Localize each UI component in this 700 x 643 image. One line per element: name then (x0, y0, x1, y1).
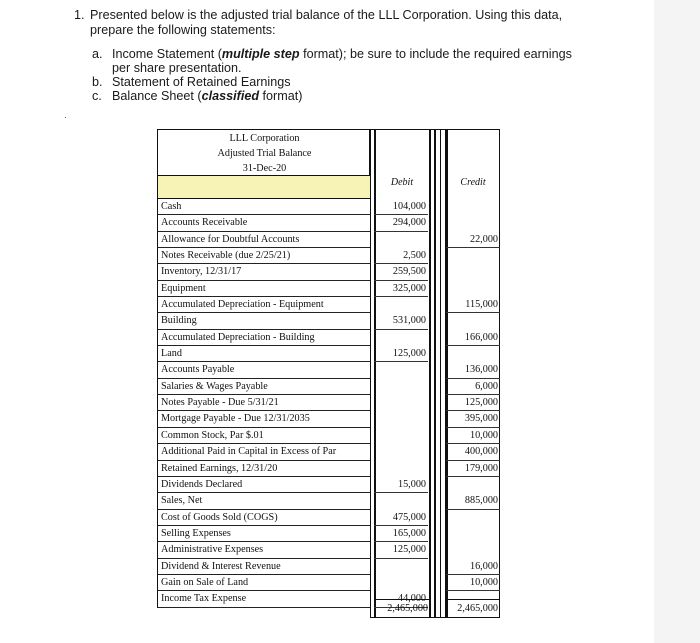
account-name: Accumulated Depreciation - Building (157, 330, 370, 346)
table-row (157, 559, 500, 575)
trial-balance-sheet (157, 129, 500, 618)
requirement-item (92, 75, 592, 89)
credit-amount (446, 215, 500, 231)
account-name: Gain on Sale of Land (157, 575, 370, 591)
table-row (157, 248, 500, 264)
table-row (157, 542, 500, 558)
credit-amount (446, 346, 500, 362)
credit-amount: 125,000 (446, 395, 500, 411)
credit-header: Credit (460, 177, 486, 188)
credit-amount (446, 281, 500, 297)
debit-amount (374, 428, 428, 444)
account-name: Accounts Receivable (157, 215, 370, 231)
table-row (157, 199, 500, 215)
requirement-list (92, 47, 592, 103)
credit-amount (446, 248, 500, 264)
credit-amount: 179,000 (446, 461, 500, 477)
credit-amount (446, 264, 500, 280)
table-row (157, 281, 500, 297)
debit-amount: 2,500 (374, 248, 428, 264)
question-text: Presented below is the adjusted trial balance of the LLL Corporation. Using this data, prepare the following statements: (90, 8, 563, 37)
requirement-letter: b. (92, 75, 103, 89)
requirement-letter: a. (92, 47, 103, 61)
report-title: Adjusted Trial Balance (217, 148, 312, 159)
debit-amount (374, 297, 428, 313)
credit-amount: 115,000 (446, 297, 500, 313)
debit-amount: 531,000 (374, 313, 428, 329)
debit-amount (374, 575, 428, 591)
debit-amount: 259,500 (374, 264, 428, 280)
total-debit: 2,465,000 (374, 599, 430, 618)
stray-mark: . (64, 110, 67, 121)
requirement-emphasis: multiple step (221, 47, 300, 61)
table-row (157, 477, 500, 493)
table-row (157, 444, 500, 460)
debit-amount: 475,000 (374, 510, 428, 526)
debit-amount (374, 559, 428, 575)
account-name: Sales, Net (157, 493, 370, 509)
account-name: Additional Paid in Capital in Excess of Par (157, 444, 370, 460)
account-rows (157, 199, 500, 608)
account-name: Salaries & Wages Payable (157, 379, 370, 395)
account-name: Equipment (157, 281, 370, 297)
debit-amount: 125,000 (374, 542, 428, 558)
account-name: Income Tax Expense (157, 591, 370, 607)
credit-amount (446, 510, 500, 526)
account-name: Cash (157, 199, 370, 215)
account-name: Selling Expenses (157, 526, 370, 542)
account-name: Building (157, 313, 370, 329)
debit-amount (374, 493, 428, 509)
credit-amount: 10,000 (446, 428, 500, 444)
account-name: Retained Earnings, 12/31/20 (157, 461, 370, 477)
trial-balance-header (157, 129, 370, 175)
account-name: Mortgage Payable - Due 12/31/2035 (157, 411, 370, 427)
account-name: Accumulated Depreciation - Equipment (157, 297, 370, 313)
total-credit: 2,465,000 (446, 599, 500, 618)
header-highlight (157, 175, 370, 199)
requirement-text: Income Statement ( (112, 47, 222, 61)
requirement-emphasis: classified (201, 89, 260, 103)
account-name: Land (157, 346, 370, 362)
credit-amount: 10,000 (446, 575, 500, 591)
table-row (157, 362, 500, 378)
requirement-text: Statement of Retained Earnings (112, 75, 291, 89)
credit-amount (446, 526, 500, 542)
table-row (157, 493, 500, 509)
debit-amount: 44,000 (374, 591, 428, 607)
debit-amount: 294,000 (374, 215, 428, 231)
company-name: LLL Corporation (229, 133, 300, 144)
requirement-text: Balance Sheet ( (112, 89, 202, 103)
debit-amount: 165,000 (374, 526, 428, 542)
credit-amount: 136,000 (446, 362, 500, 378)
account-name: Inventory, 12/31/17 (157, 264, 370, 280)
credit-amount (446, 542, 500, 558)
account-name: Accounts Payable (157, 362, 370, 378)
account-name: Dividend & Interest Revenue (157, 559, 370, 575)
debit-amount (374, 411, 428, 427)
page-margin-strip (654, 0, 700, 643)
debit-amount: 125,000 (374, 346, 428, 362)
table-row (157, 264, 500, 280)
table-row (157, 411, 500, 427)
debit-amount: 15,000 (374, 477, 428, 493)
table-row (157, 330, 500, 346)
debit-amount (374, 379, 428, 395)
table-row (157, 461, 500, 477)
table-row (157, 526, 500, 542)
account-name: Allowance for Doubtful Accounts (157, 232, 370, 248)
credit-amount: 22,000 (446, 232, 500, 248)
debit-amount (374, 395, 428, 411)
table-row (157, 575, 500, 591)
account-name: Dividends Declared (157, 477, 370, 493)
table-row (157, 428, 500, 444)
requirement-text-end: format) (259, 89, 303, 103)
account-name: Cost of Goods Sold (COGS) (157, 510, 370, 526)
credit-amount: 6,000 (446, 379, 500, 395)
table-row (157, 346, 500, 362)
debit-amount (374, 444, 428, 460)
table-row (157, 395, 500, 411)
table-row (157, 297, 500, 313)
debit-amount: 104,000 (374, 199, 428, 215)
credit-amount (446, 477, 500, 493)
credit-amount: 16,000 (446, 559, 500, 575)
requirement-text-end: format); be sure to include the required earnings per share presentation. (112, 47, 572, 75)
report-date: 31-Dec-20 (242, 163, 287, 174)
debit-amount (374, 461, 428, 477)
debit-header: Debit (390, 177, 414, 188)
table-row (157, 232, 500, 248)
credit-amount (446, 313, 500, 329)
credit-amount: 166,000 (446, 330, 500, 346)
table-row (157, 215, 500, 231)
credit-amount: 885,000 (446, 493, 500, 509)
table-row (157, 379, 500, 395)
account-name: Administrative Expenses (157, 542, 370, 558)
requirement-item (92, 47, 592, 75)
table-row (157, 510, 500, 526)
requirement-letter: c. (92, 89, 102, 103)
account-name: Notes Receivable (due 2/25/21) (157, 248, 370, 264)
debit-amount: 325,000 (374, 281, 428, 297)
account-name: Common Stock, Par $.01 (157, 428, 370, 444)
debit-amount (374, 232, 428, 248)
debit-amount (374, 362, 428, 378)
account-name: Notes Payable - Due 5/31/21 (157, 395, 370, 411)
debit-amount (374, 330, 428, 346)
requirement-item (92, 89, 592, 103)
credit-amount: 400,000 (446, 444, 500, 460)
question-number: 1. (74, 8, 85, 22)
credit-amount (446, 199, 500, 215)
credit-amount: 395,000 (446, 411, 500, 427)
table-row (157, 313, 500, 329)
